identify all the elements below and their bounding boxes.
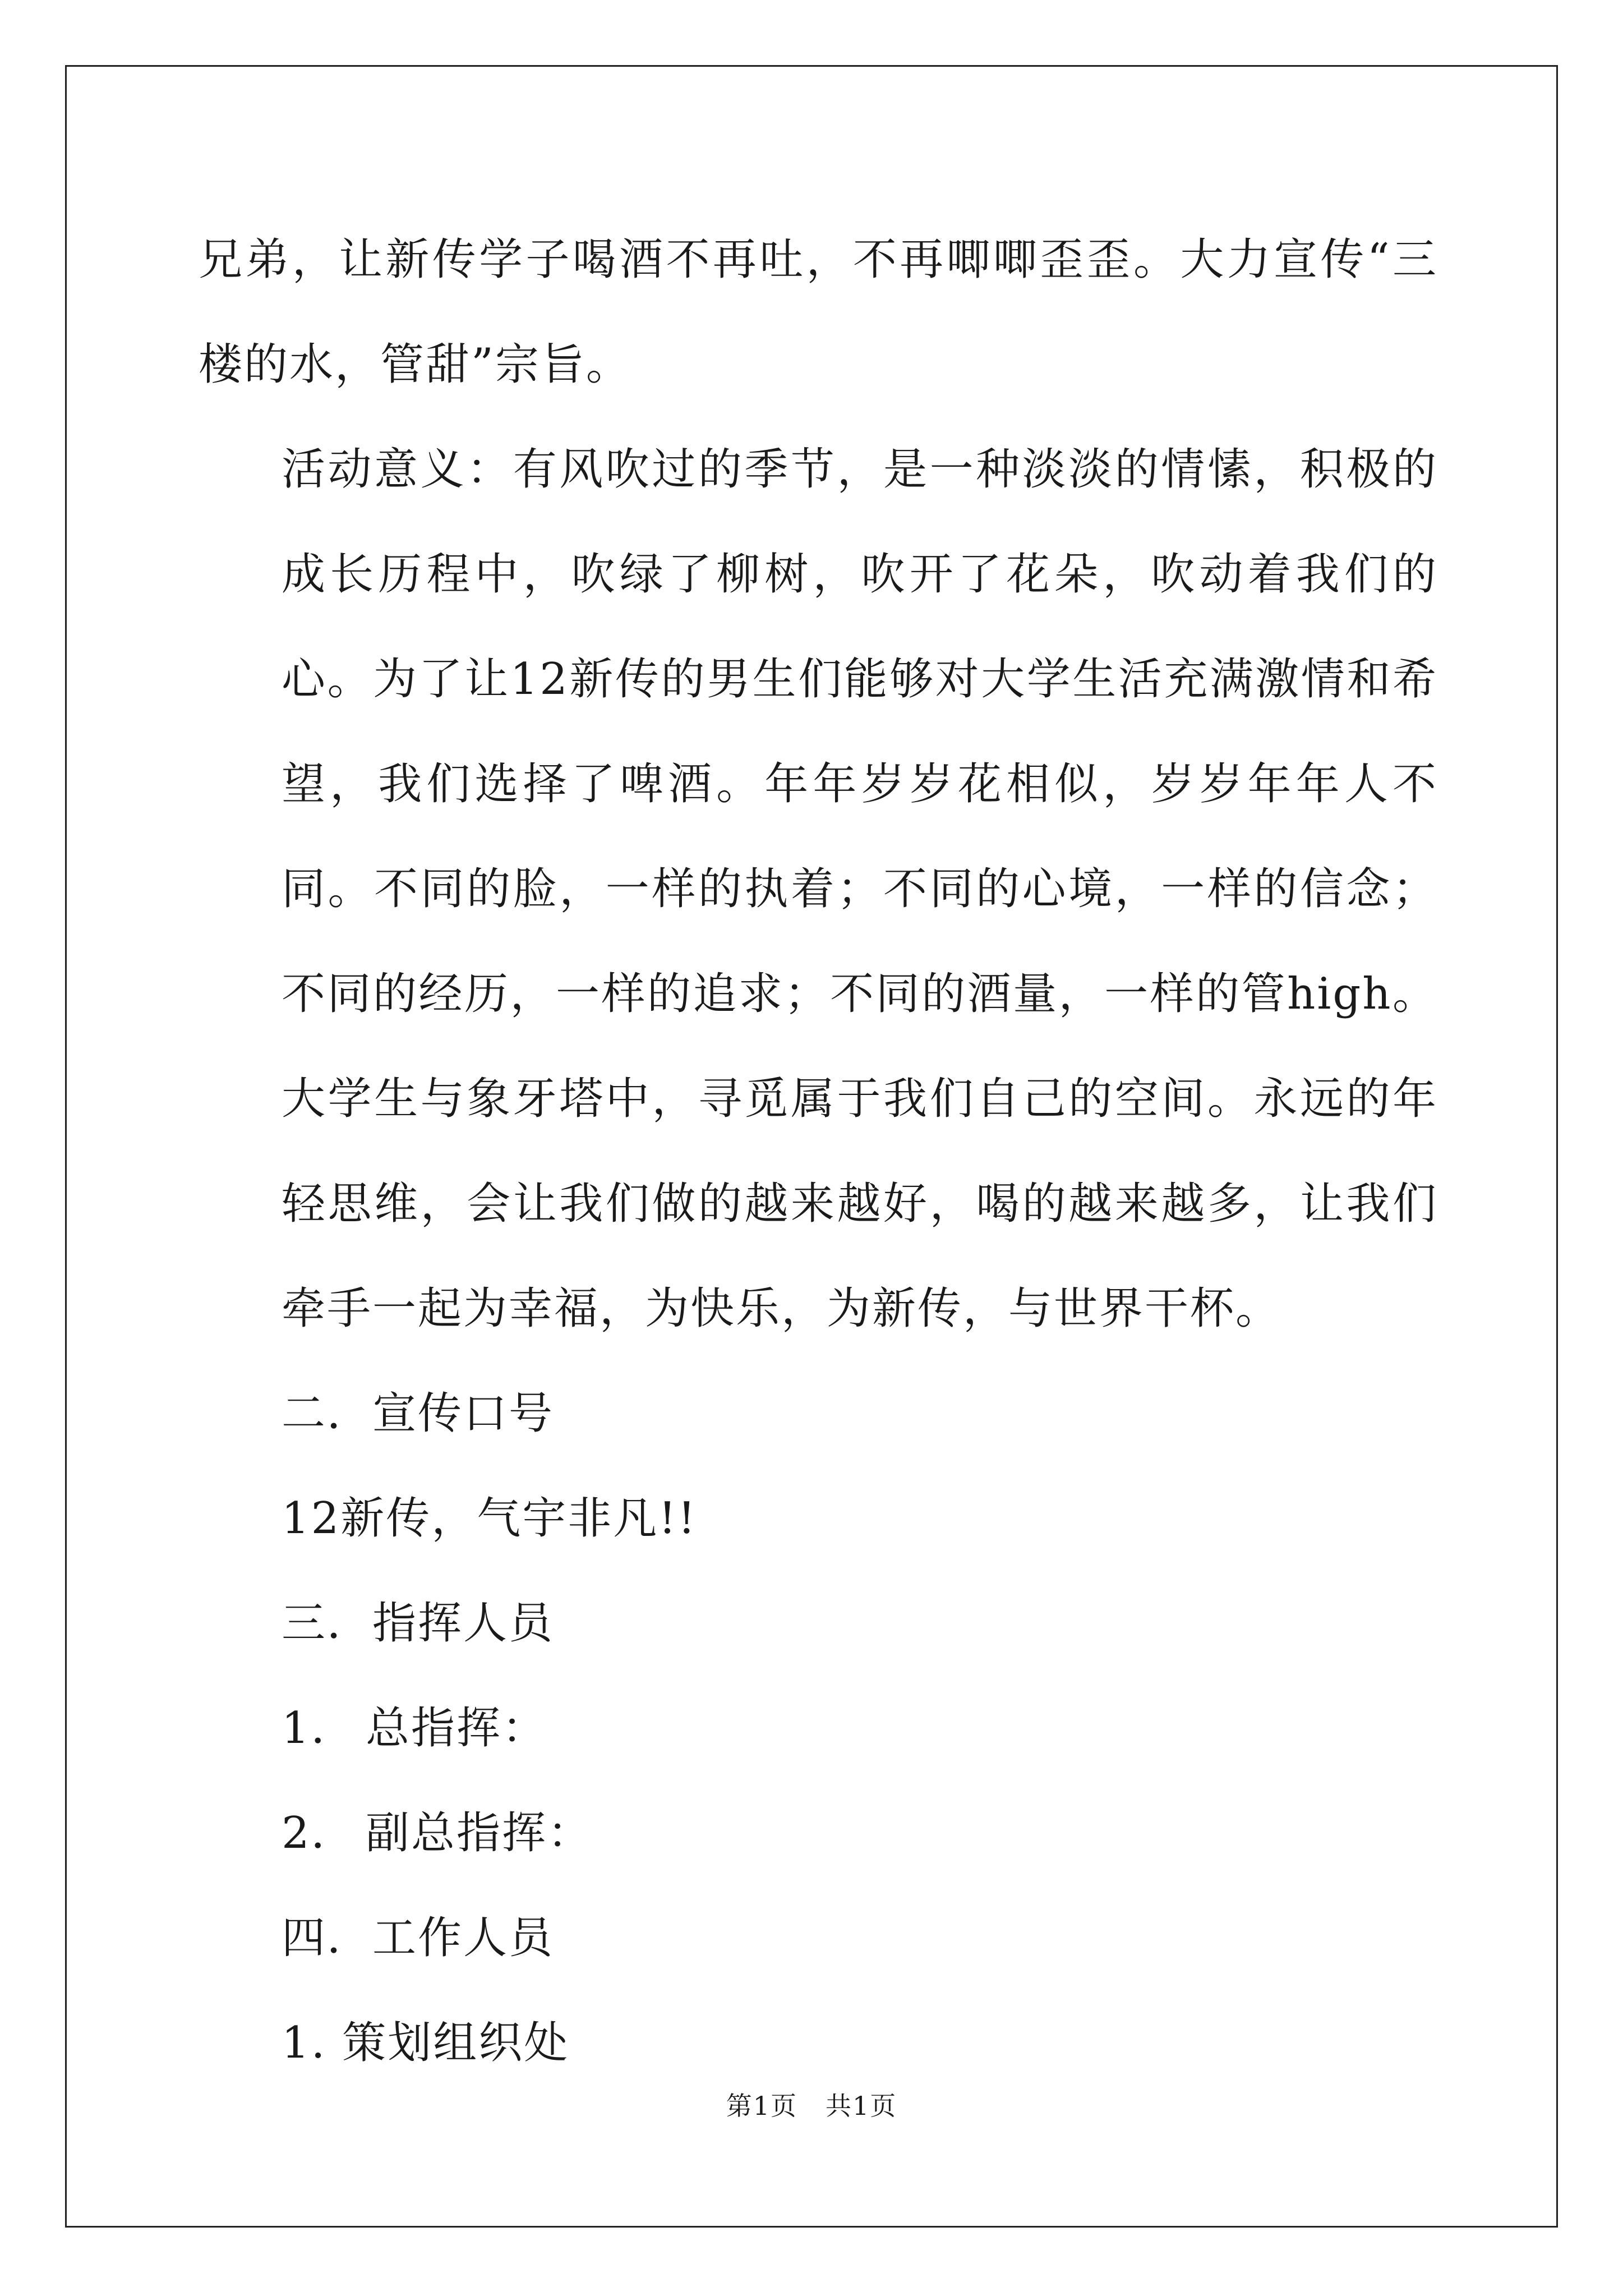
- list-item-chief-commander: [199, 1676, 1438, 1781]
- page-footer: [0, 2086, 1623, 2123]
- list-item-planning-office: 1. 策划组织处: [282, 2018, 570, 2068]
- list-item-label: 副总指挥：: [366, 1808, 593, 1858]
- slogan-text: 12新传，气宇非凡!!: [282, 1493, 697, 1544]
- page-total: 共1页: [826, 2091, 897, 2121]
- paragraph-intro: 兄弟，让新传学子喝酒不再吐，不再唧唧歪歪。大力宣传“三楼的水，管甜”宗旨。: [199, 234, 1438, 390]
- section-heading-slogan: 二．宣传口号: [282, 1388, 555, 1439]
- section-heading-staff: 四．工作人员: [282, 1913, 555, 1963]
- list-item-number: 1．: [282, 1703, 357, 1754]
- list-item-number: 2．: [282, 1808, 357, 1858]
- list-item-deputy-commander: [199, 1781, 1438, 1886]
- document-body: [199, 208, 1438, 2096]
- section-heading-commanders: 三．指挥人员: [282, 1598, 555, 1649]
- page-number: 第1页: [726, 2091, 797, 2121]
- list-item-label: 总指挥：: [366, 1703, 548, 1754]
- paragraph-activity-meaning: 活动意义：有风吹过的季节，是一种淡淡的情愫，积极的成长历程中，吹绿了柳树，吹开了花朵，吹动着我们的心。为了让12新传的男生们能够对大学生活充满激情和希望，我们选择了啤酒。年年岁岁花相似，岁岁年年人不同。不同的脸，一样的执着；不同的心境，一样的信念；不同的经历，一样的追求；不同的酒量，一样的管high。大学生与象牙塔中，寻觅属于我们自己的空间。永远的年轻思维，会让我们做的越来越好，喝的越来越多，让我们牵手一起为幸福，为快乐，为新传，与世界干杯。: [282, 444, 1438, 1334]
